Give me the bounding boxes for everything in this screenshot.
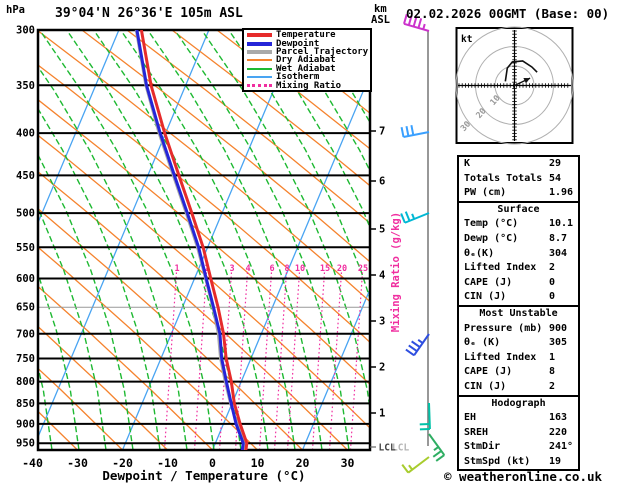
temperature-tick-label: -30 xyxy=(67,456,88,470)
mixing-ratio-value-label: 1 xyxy=(174,264,180,274)
run-datetime: 02.02.2026 00GMT (Base: 00) xyxy=(406,6,610,21)
table-row-label: Dewp (°C) xyxy=(464,232,519,244)
table-row xyxy=(459,322,578,337)
table-row-value: 305 xyxy=(549,337,568,349)
mixing-ratio-axis-label: Mixing Ratio (g/kg) xyxy=(390,211,402,333)
table-row-value: 29 xyxy=(549,158,562,169)
table-row-value: 0 xyxy=(549,276,556,288)
table-row xyxy=(459,276,578,291)
table-row-value: 54 xyxy=(549,172,562,184)
mixing-ratio-value-label: 6 xyxy=(269,264,275,274)
pressure-tick-label: 900 xyxy=(16,418,35,431)
wind-barb xyxy=(401,212,429,223)
temperature-tick-label: 30 xyxy=(340,456,355,470)
pressure-tick-label: 650 xyxy=(16,301,35,314)
table-row-value: 900 xyxy=(549,322,568,334)
table-row-value: 10.1 xyxy=(549,218,574,230)
pressure-tick-label: 750 xyxy=(16,352,35,365)
table-section-header: Surface xyxy=(497,203,540,215)
mixing-ratio-value-label: 25 xyxy=(357,264,369,274)
mixing-ratio-value-label: 2 xyxy=(204,264,210,274)
altitude-axis-unit-asl: ASL xyxy=(371,14,390,26)
legend-swatch xyxy=(247,42,272,46)
km-tick-label: 3 xyxy=(379,315,386,328)
table-row-value: 163 xyxy=(549,412,568,424)
mixing-ratio-value-label: 8 xyxy=(284,264,290,274)
km-tick-label: 6 xyxy=(379,175,386,188)
table-row-value: 304 xyxy=(549,247,568,259)
pressure-tick-label: 350 xyxy=(16,79,35,92)
table-row-value: 1.96 xyxy=(549,187,574,199)
table-row-label: CAPE (J) xyxy=(464,276,513,288)
km-tick-label: 1 xyxy=(379,407,386,420)
legend-label: Parcel Trajectory xyxy=(276,46,369,57)
pressure-tick-label: 450 xyxy=(16,169,35,182)
table-row-label: SREH xyxy=(464,426,489,438)
table-section xyxy=(459,395,578,470)
table-row xyxy=(459,247,578,262)
pressure-tick-label: 600 xyxy=(16,272,35,285)
legend xyxy=(242,28,372,92)
pressure-tick-label: 400 xyxy=(16,127,35,140)
hodograph-ring-label: 20 xyxy=(474,106,489,121)
legend-swatch xyxy=(247,59,272,61)
table-row-label: PW (cm) xyxy=(464,187,507,199)
wind-barb xyxy=(429,434,444,461)
table-section xyxy=(459,305,578,395)
temperature-tick-label: 20 xyxy=(295,456,310,470)
mixing-ratio-value-label: 10 xyxy=(294,264,306,274)
table-row xyxy=(459,365,578,380)
table-section xyxy=(459,201,578,305)
km-tick-label: 5 xyxy=(379,223,386,236)
table-row xyxy=(459,172,578,187)
pressure-axis-unit: hPa xyxy=(6,4,25,16)
table-row xyxy=(459,455,578,470)
mixing-ratio-value-label: 15 xyxy=(319,264,331,274)
table-row-value: 2 xyxy=(549,380,556,392)
hodograph-unit-label: kt xyxy=(461,34,473,45)
legend-swatch xyxy=(247,68,272,70)
table-section-header: Most Unstable xyxy=(479,307,558,319)
table-row-label: θₑ (K) xyxy=(464,337,501,349)
credit-line: © weatheronline.co.uk xyxy=(444,469,603,484)
table-section-header: Hodograph xyxy=(491,397,546,409)
temperature-tick-label: -20 xyxy=(112,456,133,470)
km-tick-label: 7 xyxy=(379,125,386,138)
lcl-marker-label: LCL xyxy=(378,442,396,454)
table-row-label: StmDir xyxy=(464,441,501,453)
temperature-tick-label: 0 xyxy=(209,456,216,470)
table-row-label: Totals Totals xyxy=(464,172,543,184)
legend-label: Dry Adiabat xyxy=(276,55,336,66)
legend-label: Mixing Ratio xyxy=(276,80,342,91)
wind-barb xyxy=(402,457,429,473)
legend-item xyxy=(247,81,370,89)
altitude-axis-unit-km: km xyxy=(374,3,387,15)
table-row-label: StmSpd (kt) xyxy=(464,455,531,467)
wind-barb xyxy=(402,125,429,137)
table-row-label: EH xyxy=(464,412,477,424)
table-row xyxy=(459,426,578,441)
temperature-axis-label: Dewpoint / Temperature (°C) xyxy=(102,468,306,483)
legend-swatch xyxy=(247,84,272,87)
table-row xyxy=(459,217,578,232)
wind-barb xyxy=(406,334,429,355)
table-row-label: Pressure (mb) xyxy=(464,322,543,334)
mixing-ratio-lines xyxy=(165,264,369,450)
legend-swatch xyxy=(247,33,272,37)
pressure-tick-label: 500 xyxy=(16,207,35,220)
temperature-tick-label: 10 xyxy=(250,456,265,470)
pressure-tick-label: 850 xyxy=(16,397,35,410)
legend-label: Isotherm xyxy=(276,72,320,83)
legend-label: Dewpoint xyxy=(276,38,320,49)
mixing-ratio-value-label: 20 xyxy=(336,264,348,274)
table-row-value: 220 xyxy=(549,426,568,438)
table-row xyxy=(459,232,578,247)
km-tick-label: 4 xyxy=(379,269,386,282)
hodograph-ring-label: 30 xyxy=(458,119,474,134)
table-row-value: 2 xyxy=(549,262,556,274)
table-row xyxy=(459,157,578,172)
pressure-tick-label: 950 xyxy=(16,437,35,450)
table-row xyxy=(459,351,578,366)
km-tick-label: 2 xyxy=(379,361,386,374)
pressure-tick-label: 700 xyxy=(16,328,35,341)
table-row xyxy=(459,290,578,305)
table-row-value: 0 xyxy=(549,291,556,303)
table-row-value: 8 xyxy=(549,366,556,378)
hodograph-ring-label: 10 xyxy=(488,93,503,108)
legend-label: Temperature xyxy=(276,30,336,41)
table-row-value: 19 xyxy=(549,455,562,467)
table-row xyxy=(459,380,578,395)
table-row xyxy=(459,336,578,351)
lcl-marker-echo: LCL xyxy=(392,442,410,454)
table-row xyxy=(459,261,578,276)
table-row xyxy=(459,186,578,201)
mixing-ratio-value-label: 3 xyxy=(229,264,235,274)
table-row-label: CAPE (J) xyxy=(464,366,513,378)
table-row-label: Temp (°C) xyxy=(464,218,519,230)
table-row xyxy=(459,440,578,455)
temperature-tick-label: -40 xyxy=(22,456,43,470)
legend-swatch xyxy=(247,50,272,54)
table-row-label: θₑ(K) xyxy=(464,247,495,259)
mixing-ratio-value-label: 4 xyxy=(245,264,251,274)
wind-barb-column xyxy=(401,14,444,472)
indices-table xyxy=(457,155,580,471)
pressure-tick-label: 800 xyxy=(16,376,35,389)
pressure-tick-label: 300 xyxy=(16,24,35,37)
legend-label: Wet Adiabat xyxy=(276,63,336,74)
table-row-value: 241° xyxy=(549,441,574,453)
station-title: 39°04'N 26°36'E 105m ASL xyxy=(55,6,243,21)
temperature-curve xyxy=(141,30,246,456)
table-row xyxy=(459,411,578,426)
pressure-tick-label: 550 xyxy=(16,241,35,254)
table-row-label: CIN (J) xyxy=(464,380,507,392)
table-row-value: 8.7 xyxy=(549,232,568,244)
temperature-tick-label: -10 xyxy=(157,456,178,470)
table-row-label: Lifted Index xyxy=(464,351,537,363)
legend-swatch xyxy=(247,76,272,78)
hodograph xyxy=(456,27,573,144)
table-row-label: K xyxy=(464,158,471,169)
table-row-label: Lifted Index xyxy=(464,262,537,274)
table-row-label: CIN (J) xyxy=(464,291,507,303)
table-section xyxy=(459,157,578,201)
table-row-value: 1 xyxy=(549,351,556,363)
